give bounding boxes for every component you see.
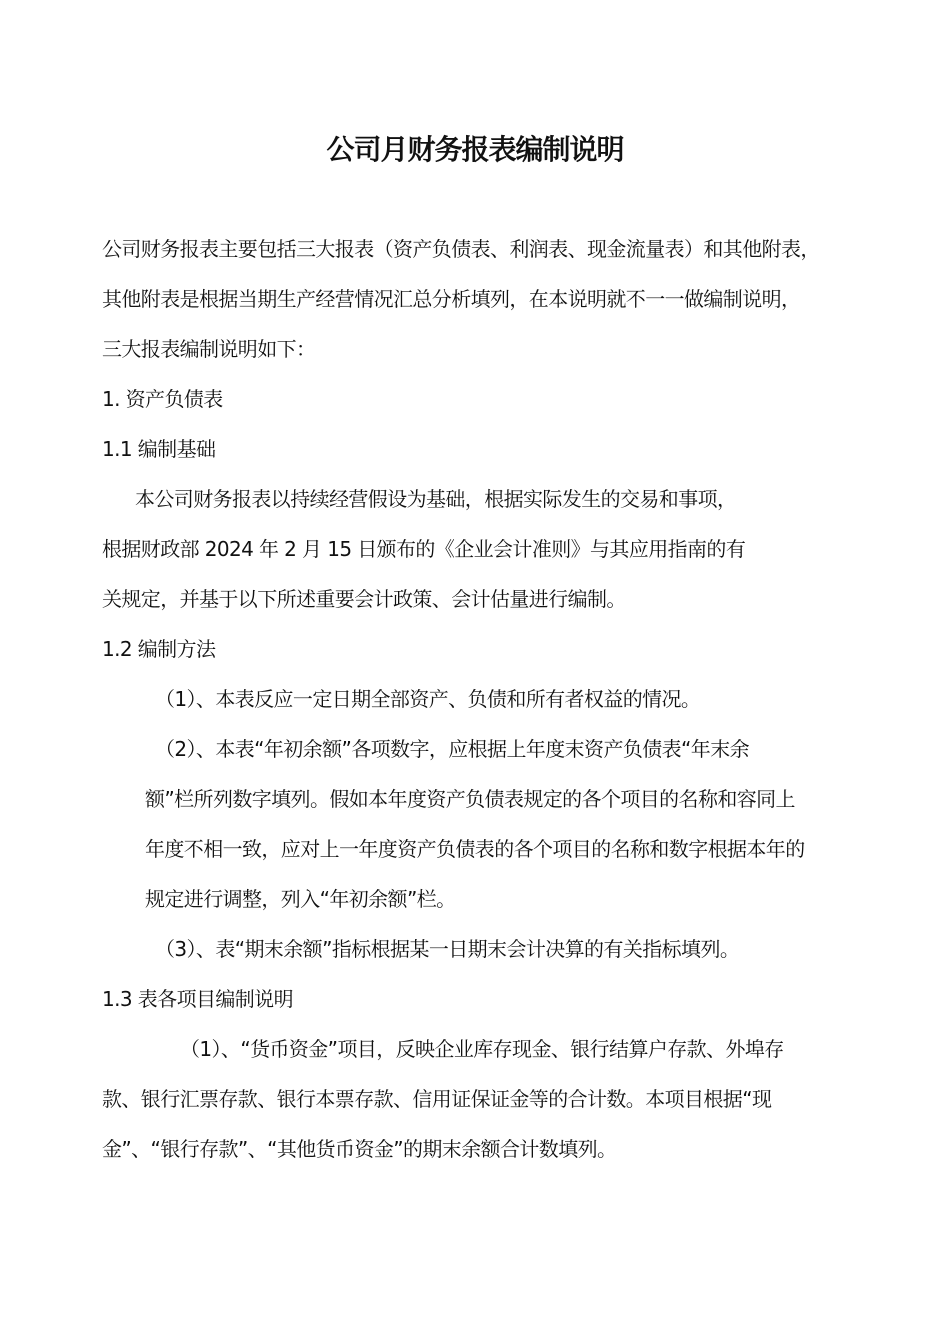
intro-line-2: 其他附表是根据当期生产经营情况汇总分析填列，在本说明就不一一做编制说明，	[102, 287, 801, 311]
item-description-line-1: （1）、“货币资金”项目，反映企业库存现金、银行结算户存款、外埠存	[180, 1037, 784, 1061]
method-item-3: （3）、表“期末余额”指标根据某一日期末会计决算的有关指标填列。	[155, 937, 740, 961]
document-title: 公司月财务报表编制说明	[326, 133, 624, 166]
subsection-heading-1-1: 1.1 编制基础	[102, 437, 216, 461]
basis-paragraph-line-3: 关规定，并基于以下所述重要会计政策、会计估量进行编制。	[102, 587, 626, 611]
method-item-2-line-1: （2）、本表“年初余额”各项数字，应根据上年度末资产负债表“年末余	[155, 737, 750, 761]
section-heading-1: 1. 资产负债表	[102, 387, 223, 411]
item-description-line-2: 款、银行汇票存款、银行本票存款、信用证保证金等的合计数。本项目根据“现	[102, 1087, 772, 1111]
basis-paragraph-line-2: 根据财政部 2024 年 2 月 15 日颁布的《企业会计准则》与其应用指南的有	[102, 537, 746, 561]
basis-paragraph-line-1: 本公司财务报表以持续经营假设为基础，根据实际发生的交易和事项，	[135, 487, 737, 511]
intro-line-3: 三大报表编制说明如下：	[102, 337, 316, 361]
intro-line-1: 公司财务报表主要包括三大报表（资产负债表、利润表、现金流量表）和其他附表，	[102, 237, 820, 261]
subsection-heading-1-3: 1.3 表各项目编制说明	[102, 987, 293, 1011]
subsection-heading-1-2: 1.2 编制方法	[102, 637, 216, 661]
method-item-2-line-2: 额”栏所列数字填列。假如本年度资产负债表规定的各个项目的名称和容同上	[145, 787, 795, 811]
method-item-2-line-4: 规定进行调整，列入“年初余额”栏。	[145, 887, 456, 911]
item-description-line-3: 金”、“银行存款”、“其他货币资金”的期末余额合计数填列。	[102, 1137, 617, 1161]
method-item-2-line-3: 年度不相一致，应对上一年度资产负债表的各个项目的名称和数字根据本年的	[145, 837, 805, 861]
method-item-1: （1）、本表反应一定日期全部资产、负债和所有者权益的情况。	[155, 687, 701, 711]
